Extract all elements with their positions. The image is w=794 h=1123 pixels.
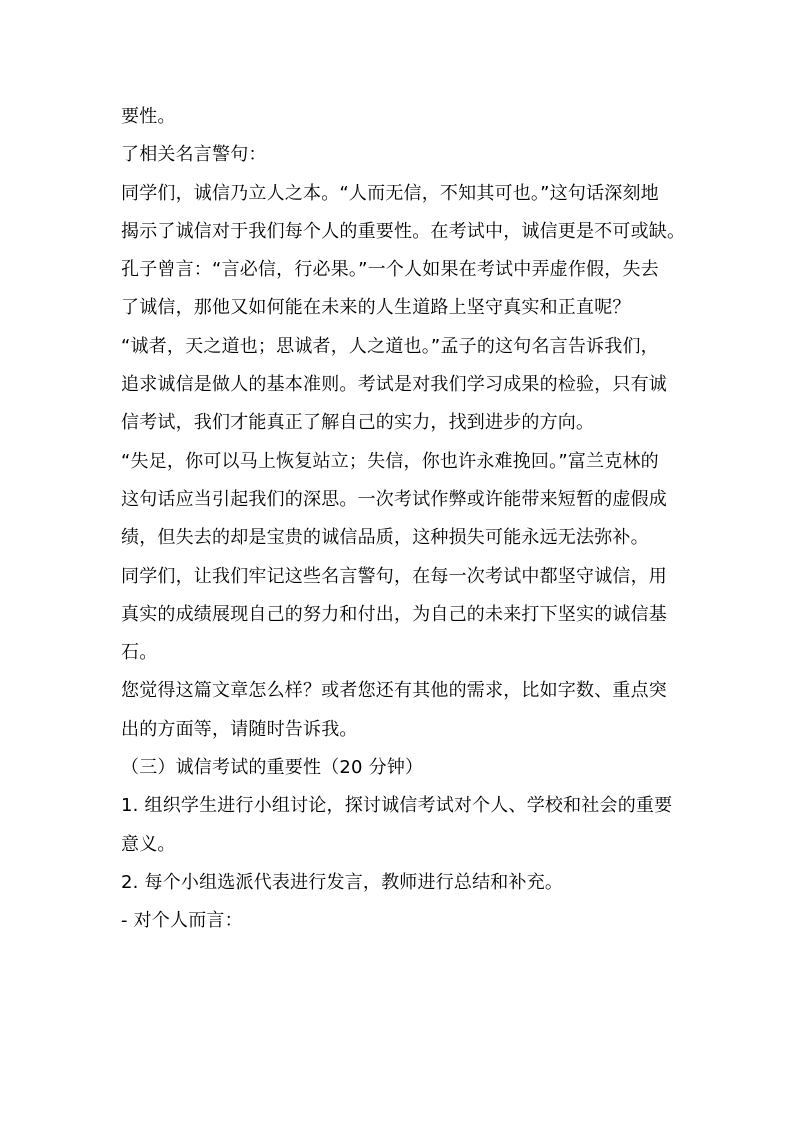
text-line: 真实的成绩展现自己的努力和付出，为自己的未来打下坚实的诚信基 [121, 603, 667, 625]
text-line: “失足，你可以马上恢复站立；失信，你也许永难挽回。”富兰克林的 [121, 450, 659, 472]
text-line: 石。 [121, 642, 158, 664]
section-heading: （三）诚信考试的重要性（20 分钟） [121, 757, 424, 779]
text-line: 追求诚信是做人的基本准则。考试是对我们学习成果的检验，只有诚 [121, 374, 667, 396]
document-body [121, 98, 686, 941]
text-line: 同学们，诚信乃立人之本。“人而无信，不知其可也。”这句话深刻地 [121, 182, 659, 204]
list-item: 1. 组织学生进行小组讨论，探讨诚信考试对个人、学校和社会的重要 [121, 795, 673, 817]
text-line: 出的方面等，请随时告诉我。 [121, 718, 358, 740]
list-item: 2. 每个小组选派代表进行发言，教师进行总结和补充。 [121, 871, 564, 893]
text-line: 信考试，我们才能真正了解自己的实力，找到进步的方向。 [121, 412, 595, 434]
text-line: 孔子曾言：“言必信，行必果。”一个人如果在考试中弄虚作假，失去 [121, 259, 659, 281]
text-line: 了诚信，那他又如何能在未来的人生道路上坚守真实和正直呢？ [121, 297, 631, 319]
text-line: 揭示了诚信对于我们每个人的重要性。在考试中，诚信更是不可或缺。 [121, 220, 686, 242]
list-item: - 对个人而言： [121, 910, 243, 932]
text-line: 了相关名言警句： [121, 144, 267, 166]
text-line: 这句话应当引起我们的深思。一次考试作弊或许能带来短暂的虚假成 [121, 488, 667, 510]
text-line: 同学们，让我们牢记这些名言警句，在每一次考试中都坚守诚信，用 [121, 565, 667, 587]
text-line: 意义。 [121, 833, 176, 855]
text-line: 要性。 [121, 106, 176, 127]
text-line: 绩，但失去的却是宝贵的诚信品质，这种损失可能永远无法弥补。 [121, 527, 649, 549]
text-line: “诚者，天之道也；思诚者，人之道也。”孟子的这句名言告诉我们， [121, 335, 659, 357]
text-line: 您觉得这篇文章怎么样？或者您还有其他的需求，比如字数、重点突 [121, 680, 667, 702]
